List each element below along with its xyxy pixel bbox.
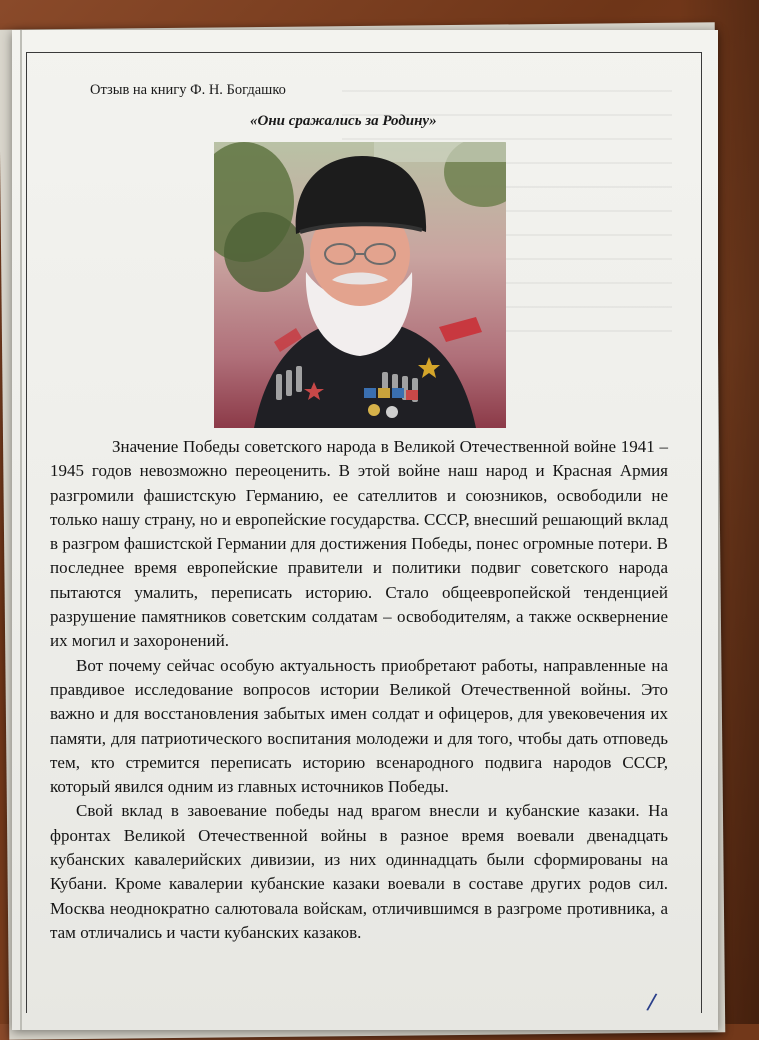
review-body — [50, 435, 668, 945]
review-header: Отзыв на книгу Ф. Н. Богдашко — [90, 82, 286, 98]
portrait-photo — [214, 142, 506, 428]
paragraph-3: Свой вклад в завоевание победы над врагом внесли и кубанские казаки. На фронтах Великой Отечественной войны в разное время воевали двенадцать кубанских кавалерийских дивизии, из них одиннадцать были сформированы на Кубани. Кроме кавалерии кубанские казаки воевали в составе других родов сил. Москва неоднократно салютовала войскам, отличившимся в разгроме противника, а там отличались и части кубанских казаков. — [50, 801, 668, 942]
document-page — [12, 30, 718, 1030]
book-title: «Они сражались за Родину» — [250, 113, 437, 129]
handwritten-page-mark: / — [645, 989, 658, 1016]
paragraph-1: Значение Победы советского народа в Великой Отечественной войне 1941 – 1945 годов невозможно переоценить. В этой войне наш народ и Красная Армия разгромили фашистскую Германию, ее сателлитов и союзников, освободили не только нашу страну, но и европейские государства. СССР, внесший решающий вклад в разгром фашистской Германии для достижения Победы, понес огромные потери. В последнее время европейские правители и политики подвиг советского народа пытаются умалить, переписать историю. Стало общеевропейской тенденцией разрушение памятников советским солдатам – освободителям, а также осквернение их могил и захоронений. — [50, 437, 668, 651]
paragraph-2: Вот почему сейчас особую актуальность приобретают работы, направленные на правдивое исследование вопросов истории Великой Отечественной войны. Это важно и для восстановления забытых имен солдат и офицеров, для увековечения их памяти, для патриотического воспитания молодежи и для того, чтобы дать отповедь тем, кто стремится переписать историю всенародного подвига народов СССР, который явился одним из главных источников Победы. — [50, 655, 668, 797]
binder-margin — [20, 30, 22, 1030]
